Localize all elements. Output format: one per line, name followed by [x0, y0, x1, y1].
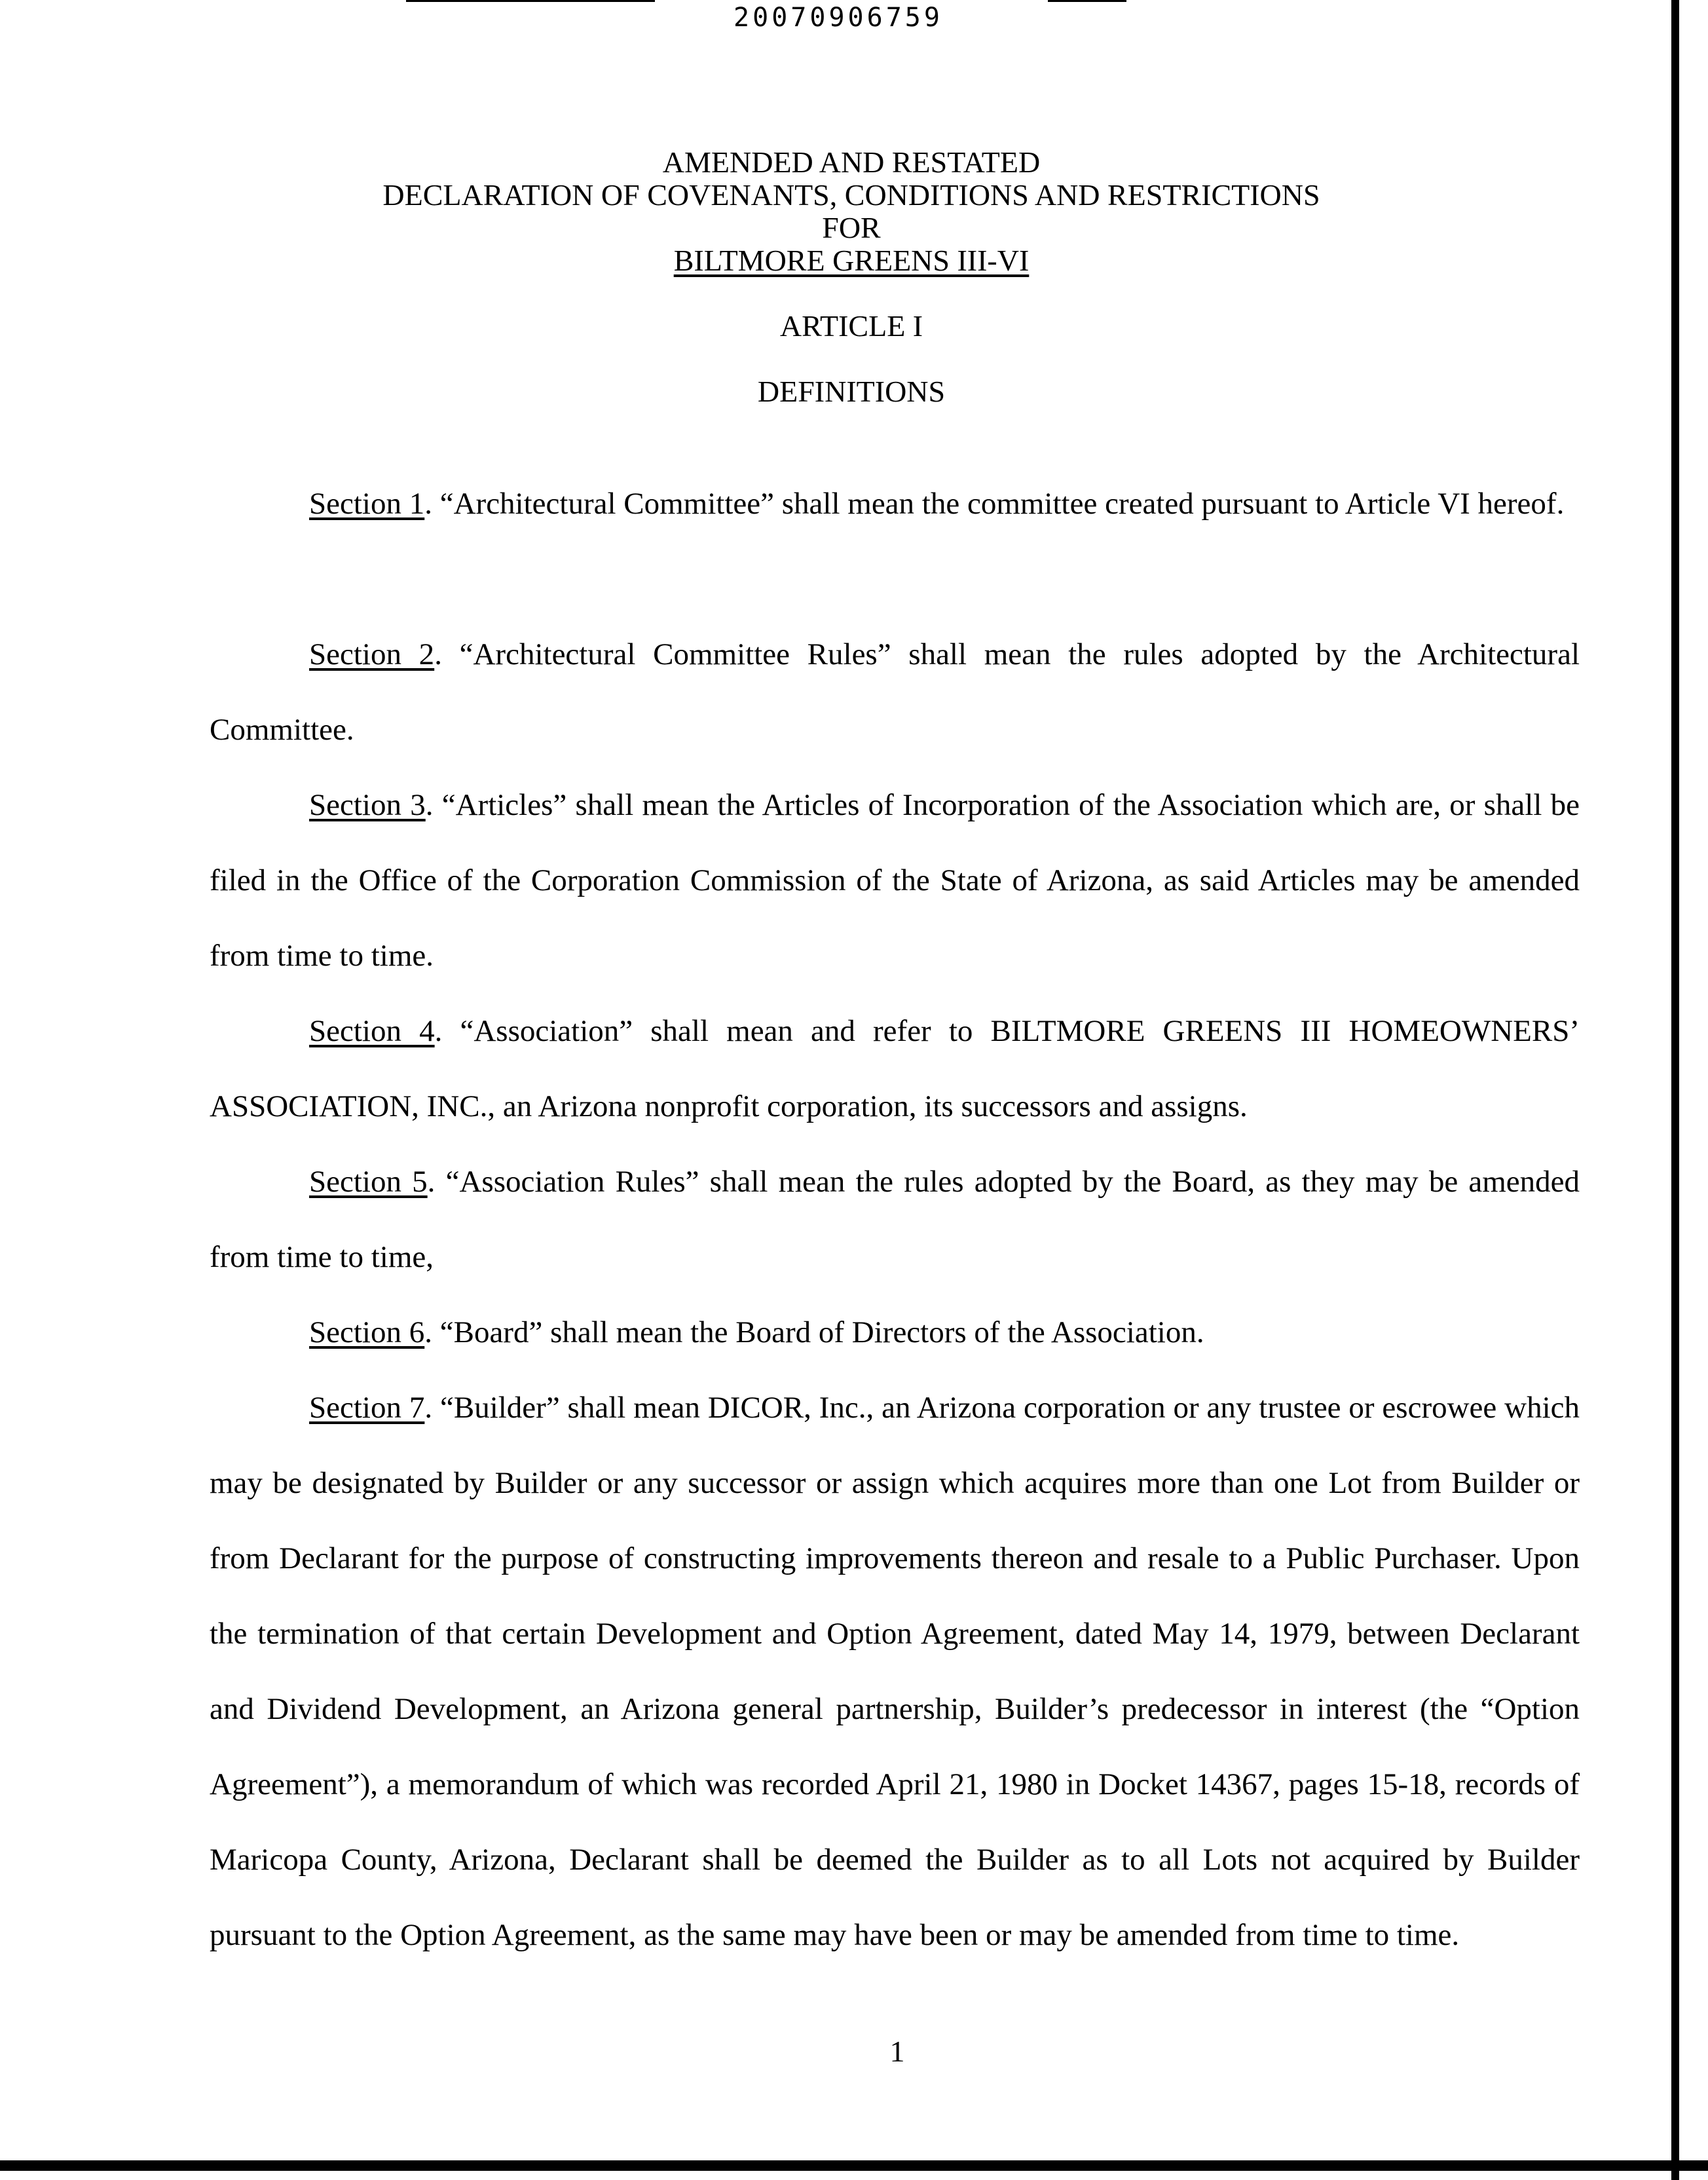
title-line-4	[0, 244, 1703, 278]
title-line-1: AMENDED AND RESTATED	[662, 145, 1041, 179]
page-number: 1	[889, 2035, 905, 2068]
section-5-text: . “Association Rules” shall mean the rules adopted by the Board, as they may be amended from time to time,	[210, 1165, 1580, 1274]
scan-border-bottom	[0, 2160, 1708, 2171]
section-1-text: . “Architectural Committee” shall mean the committee created pursuant to Article VI hereof.	[424, 487, 1565, 521]
project-name: BILTMORE GREENS III-VI	[673, 244, 1030, 277]
article-title: DEFINITIONS	[757, 375, 946, 408]
section-1-paragraph	[210, 466, 1580, 542]
section-2-paragraph	[210, 617, 1580, 768]
title-line-3: FOR	[822, 211, 881, 244]
article-label: ARTICLE I	[779, 309, 923, 343]
section-4-text: . “Association” shall mean and refer to BILTMORE GREENS III HOMEOWNERS’ ASSOCIATION, INC., an Arizona nonprofit corporation, its successors and assigns.	[210, 1014, 1580, 1123]
scan-border-right	[1671, 0, 1679, 2180]
title-line-2: DECLARATION OF COVENANTS, CONDITIONS AND RESTRICTIONS	[382, 178, 1320, 212]
scan-artifact-line	[1048, 0, 1126, 2]
scan-artifact-line	[406, 0, 655, 2]
section-2-label: Section 2	[309, 637, 435, 671]
section-4-paragraph	[210, 994, 1580, 1144]
record-number: 20070906759	[733, 3, 943, 33]
section-3-paragraph	[210, 768, 1580, 994]
section-6-text: . “Board” shall mean the Board of Directors of the Association.	[424, 1315, 1204, 1349]
section-6-paragraph	[210, 1295, 1580, 1370]
section-5-paragraph	[210, 1144, 1580, 1295]
section-6-label: Section 6	[309, 1315, 425, 1349]
section-1-label: Section 1	[309, 487, 425, 521]
section-2-text: . “Architectural Committee Rules” shall mean the rules adopted by the Architectural Committee.	[210, 637, 1580, 747]
section-7-text: . “Builder” shall mean DICOR, Inc., an Arizona corporation or any trustee or escrowee which may be designated by Builder or any successor or assign which acquires more than one Lot from Builder or from Declarant for the purpose of constructing improvements thereon and resale to a Public Purchaser. Upon the termination of that certain Development and Option Agreement, dated May 14, 1979, between Declarant and Dividend Development, an Arizona general partnership, Builder’s predecessor in interest (the “Option Agreement”), a memorandum of which was recorded April 21, 1980 in Docket 14367, pages 15-18, records of Maricopa County, Arizona, Declarant shall be deemed the Builder as to all Lots not acquired by Builder pursuant to the Option Agreement, as the same may have been or may be amended from time to time.	[210, 1391, 1580, 1952]
section-7-label: Section 7	[309, 1391, 425, 1425]
section-3-text: . “Articles” shall mean the Articles of Incorporation of the Association which are, or shall be filed in the Office of the Corporation Commission of the State of Arizona, as said Articles may be amended from time to time.	[210, 788, 1580, 973]
section-3-label: Section 3	[309, 788, 426, 822]
section-7-paragraph	[210, 1370, 1580, 1973]
section-5-label: Section 5	[309, 1165, 428, 1199]
section-4-label: Section 4	[309, 1014, 435, 1048]
